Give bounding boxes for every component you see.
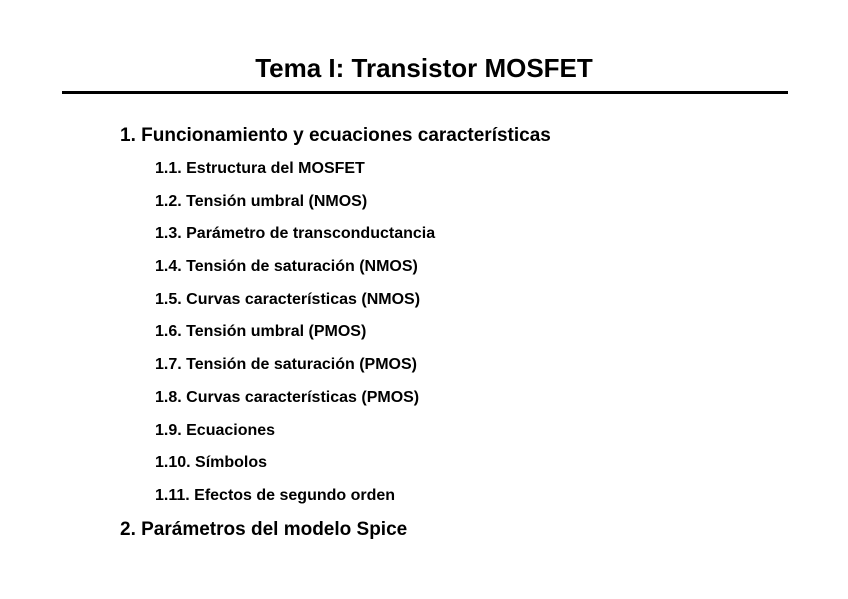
subsection-item: 1.4. Tensión de saturación (NMOS) bbox=[155, 258, 418, 276]
subsection-list bbox=[155, 158, 435, 518]
subsection-item: 1.10. Símbolos bbox=[155, 454, 268, 472]
title-divider bbox=[62, 91, 788, 94]
subsection-item: 1.8. Curvas características (PMOS) bbox=[155, 388, 420, 406]
subsection-item: 1.5. Curvas características (NMOS) bbox=[155, 290, 421, 308]
section-heading-1: 1. Funcionamiento y ecuaciones características bbox=[120, 125, 551, 146]
subsection-item: 1.6. Tensión umbral (PMOS) bbox=[155, 323, 367, 341]
subsection-item: 1.3. Parámetro de transconductancia bbox=[155, 225, 436, 243]
slide-title: Tema I: Transistor MOSFET bbox=[255, 53, 593, 83]
subsection-item: 1.1. Estructura del MOSFET bbox=[155, 160, 365, 177]
subsection-item: 1.2. Tensión umbral (NMOS) bbox=[155, 192, 368, 210]
subsection-item: 1.7. Tensión de saturación (PMOS) bbox=[155, 356, 417, 374]
subsection-item: 1.11. Efectos de segundo orden bbox=[155, 486, 396, 504]
subsection-item: 1.9. Ecuaciones bbox=[155, 421, 276, 439]
section-heading-2: 2. Parámetros del modelo Spice bbox=[120, 519, 408, 540]
